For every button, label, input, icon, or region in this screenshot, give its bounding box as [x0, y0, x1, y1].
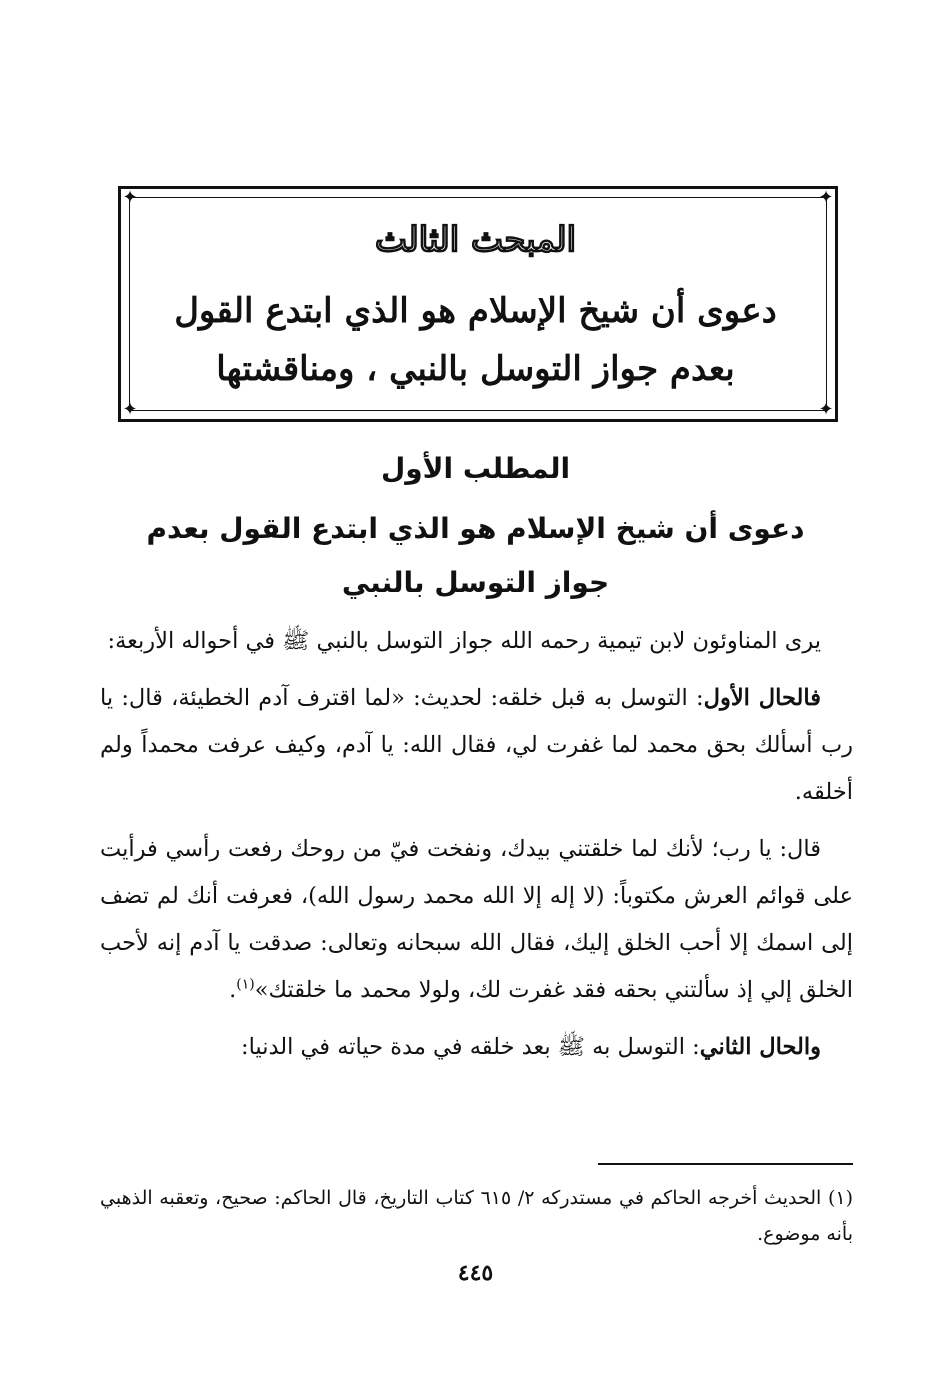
frame-ornament-icon: ✦ [818, 399, 834, 420]
paragraph-text: قال: يا رب؛ لأنك لما خلقتني بيدك، ونفخت فيّ من روحك رفعت رأسي فرأيت على قوائم العرش مكتوباً: (لا إله إلا الله محمد رسول الله)، فعرفت أنك لم تضف إلى اسمك إلا أحب الخلق إليك، فقال الله سبحانه وتعالى: صدقت يا آدم إنه لأحب الخلق إلي إذ سألتني بحقه فقد غفرت لك، ولولا محمد ما خلقتك» [100, 836, 853, 1003]
frame-ornament-icon: ✦ [818, 187, 834, 208]
paragraph [100, 618, 853, 665]
section-label: المطلب الأول [380, 452, 571, 485]
frame-ornament-icon: ✦ [122, 399, 138, 420]
frame-ornament-icon: ✦ [122, 187, 138, 208]
footnote: (١) الحديث أخرجه الحاكم في مستدركه ٢/ ٦١٥ كتاب التاريخ، قال الحاكم: صحيح، وتعقبه الذهبي بأنه موضوع. [100, 1187, 853, 1245]
footnote-divider [598, 1163, 853, 1165]
paragraph-lead: والحال الثاني [699, 1034, 821, 1060]
chapter-title: دعوى أن شيخ الإسلام هو الذي ابتدع القول بعدم جواز التوسل بالنبي ، ومناقشتها [174, 291, 777, 389]
chapter-label: المبحث الثالث [374, 220, 577, 260]
footnotes [100, 1180, 853, 1252]
paragraph-text: : التوسل به قبل خلقه: لحديث: «لما اقترف آدم الخطيئة، قال: يا رب أسألك بحق محمد لما غفرت لي، فقال الله: يا آدم، وكيف عرفت محمداً ولم أخلقه. [100, 685, 853, 805]
paragraph-lead: فالحال الأول [703, 685, 821, 711]
paragraph [100, 1024, 853, 1071]
paragraph [100, 826, 853, 1014]
paragraph-text: : التوسل به ﷺ بعد خلقه في مدة حياته في الدنيا: [240, 1034, 700, 1060]
footnote-reference[interactable]: (١) [236, 976, 255, 993]
paragraph [100, 675, 853, 816]
page-number: ٤٤٥ [457, 1260, 494, 1286]
paragraph-text: يرى المناوئون لابن تيمية رحمه الله جواز التوسل بالنبي ﷺ في أحواله الأربعة: [107, 628, 821, 654]
section-title: دعوى أن شيخ الإسلام هو الذي ابتدع القول بعدم جواز التوسل بالنبي [146, 512, 805, 599]
paragraph-end: . [229, 977, 237, 1003]
body-text [100, 618, 853, 1081]
